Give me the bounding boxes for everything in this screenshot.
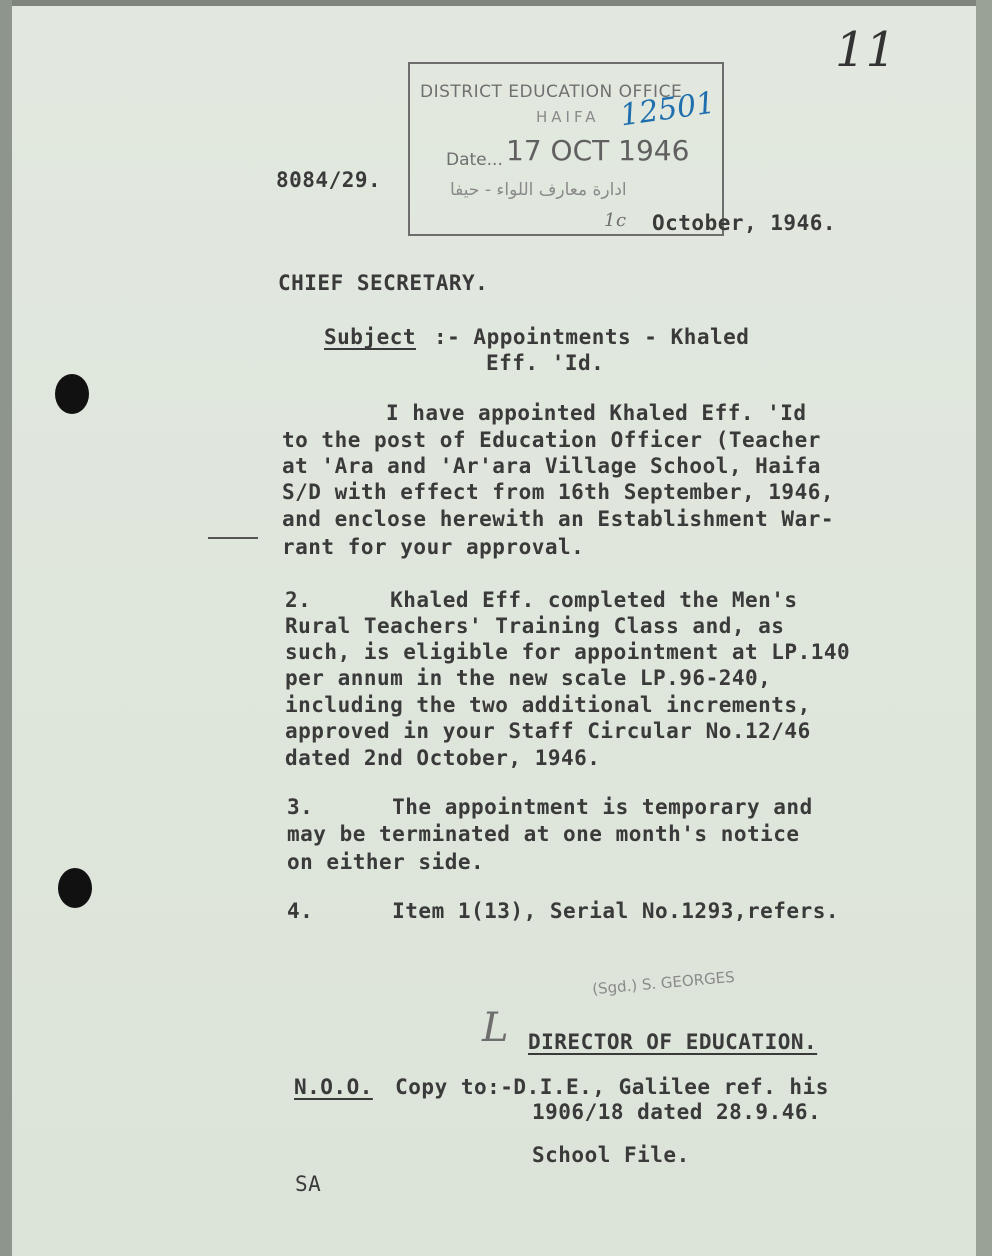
punch-hole-bottom xyxy=(58,868,92,908)
paragraph-1-line: rant for your approval. xyxy=(282,535,585,559)
paragraph-1-line: to the post of Education Officer (Teacher xyxy=(282,428,821,452)
stamp-handwritten-number: 12501 xyxy=(618,85,718,134)
paragraph-1-line: I have appointed Khaled Eff. 'Id xyxy=(386,401,807,425)
subject-text-line-2: Eff. 'Id. xyxy=(486,351,605,375)
subject-label: Subject xyxy=(324,325,417,349)
paragraph-3-line: may be terminated at one month's notice xyxy=(287,822,800,846)
paragraph-2-line: 2. Khaled Eff. completed the Men's xyxy=(285,588,798,612)
paragraph-1-line: and enclose herewith an Establishment War- xyxy=(282,507,835,531)
signatory-title: DIRECTOR OF EDUCATION. xyxy=(528,1030,818,1054)
paragraph-1-line: at 'Ara and 'Ar'ara Village School, Haifa xyxy=(282,454,821,478)
paragraph-3-line: on either side. xyxy=(287,850,485,874)
signature: (Sgd.) S. GEORGES xyxy=(591,967,736,999)
reference-number: 8084/29. xyxy=(276,168,382,192)
stamp-arabic-line: ادارة معارف اللواء - حيفا xyxy=(450,180,627,200)
initial-mark: L xyxy=(482,1005,510,1051)
typist-initials: SA xyxy=(295,1172,322,1196)
stamp-city: HAIFA xyxy=(536,108,600,126)
addressee: CHIEF SECRETARY. xyxy=(278,271,489,295)
paragraph-2-line: such, is eligible for appointment at LP.140 xyxy=(285,640,851,664)
copy-to-line-1: Copy to:-D.I.E., Galilee ref. his xyxy=(382,1075,829,1099)
noo-label: N.O.O. xyxy=(294,1075,373,1099)
page-top-edge xyxy=(0,0,992,6)
paragraph-2-line: including the two additional increments, xyxy=(285,693,811,717)
stamp-office: DISTRICT EDUCATION OFFICE xyxy=(420,82,683,102)
day-mark: 1c xyxy=(604,210,627,231)
paragraph-2-line: dated 2nd October, 1946. xyxy=(285,746,601,770)
paragraph-2-line: Rural Teachers' Training Class and, as xyxy=(285,614,785,638)
stamp-date-value: 17 OCT 1946 xyxy=(506,134,690,167)
letter-date: October, 1946. xyxy=(652,211,837,235)
copy-to-line-2: 1906/18 dated 28.9.46. xyxy=(532,1100,822,1124)
punch-hole-top xyxy=(55,374,89,414)
paragraph-3-line: 3. The appointment is temporary and xyxy=(287,795,813,819)
copy-to-line-3: School File. xyxy=(532,1143,690,1167)
paragraph-2-line: per annum in the new scale LP.96-240, xyxy=(285,666,772,690)
margin-dash xyxy=(208,537,258,539)
office-stamp xyxy=(408,62,724,236)
page-right-edge xyxy=(976,0,992,1256)
paragraph-1-line: S/D with effect from 16th September, 1946, xyxy=(282,480,835,504)
page-number: 11 xyxy=(835,22,897,78)
stamp-date-label: Date... xyxy=(446,150,503,170)
page-left-edge xyxy=(0,0,12,1256)
subject-text-line-1: :- Appointments - Khaled xyxy=(434,325,750,349)
paragraph-4: 4. Item 1(13), Serial No.1293,refers. xyxy=(287,899,840,923)
paragraph-2-line: approved in your Staff Circular No.12/46 xyxy=(285,719,811,743)
